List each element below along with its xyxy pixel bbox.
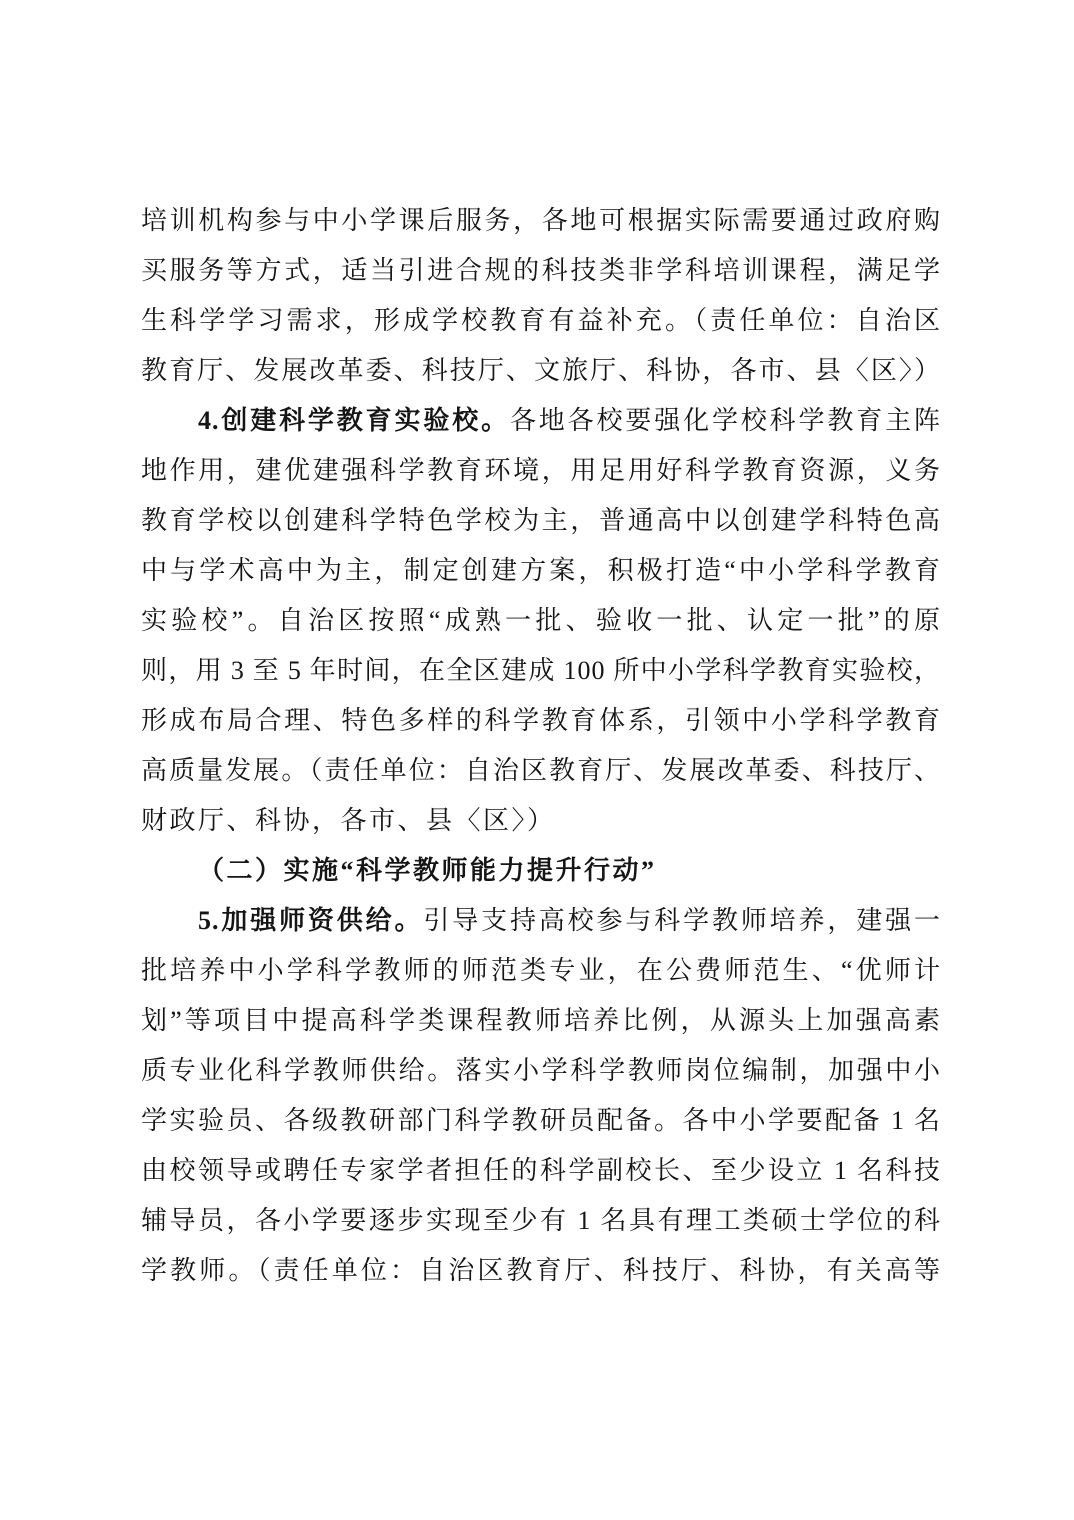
line-bold-lead: 5.加强师资供给。 <box>198 906 424 935</box>
section-heading-text: （二）实施“科学教师能力提升行动” <box>198 856 657 885</box>
line-text: 教育学校以创建科学特色学校为主，普通高中以创建学科特色高 <box>141 506 941 535</box>
line-text: 中与学术高中为主，制定创建方案，积极打造“中小学科学教育 <box>141 556 941 585</box>
line-text: 形成布局合理、特色多样的科学教育体系，引领中小学科学教育 <box>141 706 941 735</box>
document-line-item-5-heading <box>141 896 941 946</box>
line-text: 教育厅、发展改革委、科技厅、文旅厅、科协，各市、县〈区〉） <box>141 356 941 385</box>
line-text: 买服务等方式，适当引进合规的科技类非学科培训课程，满足学 <box>141 256 941 285</box>
document-line <box>141 1146 941 1196</box>
line-text: 划”等项目中提高科学类课程教师培养比例，从源头上加强高素 <box>141 1006 941 1035</box>
document-body <box>141 196 941 1296</box>
document-line <box>141 446 941 496</box>
line-text: 辅导员，各小学要逐步实现至少有 1 名具有理工类硕士学位的科 <box>141 1206 941 1235</box>
line-text: 则，用 3 至 5 年时间，在全区建成 100 所中小学科学教育实验校， <box>141 656 941 685</box>
document-line <box>141 946 941 996</box>
line-text: 地作用，建优建强科学教育环境，用足用好科学教育资源，义务 <box>141 456 941 485</box>
line-text: 引导支持高校参与科学教师培养，建强一 <box>423 906 941 935</box>
document-line <box>141 346 941 396</box>
line-text: 生科学学习需求，形成学校教育有益补充。（责任单位：自治区 <box>141 306 941 335</box>
document-line <box>141 596 941 646</box>
document-line <box>141 696 941 746</box>
line-text: 高质量发展。（责任单位：自治区教育厅、发展改革委、科技厅、 <box>141 756 941 785</box>
document-line <box>141 1246 941 1296</box>
document-line <box>141 496 941 546</box>
line-bold-lead: 4.创建科学教育实验校。 <box>198 406 510 435</box>
line-text: 质专业化科学教师供给。落实小学科学教师岗位编制，加强中小 <box>141 1056 941 1085</box>
document-line-paragraph-end <box>141 796 941 846</box>
document-line-item-4-heading <box>141 396 941 446</box>
line-text: 各地各校要强化学校科学教育主阵 <box>509 406 941 435</box>
document-line <box>141 196 941 246</box>
document-line <box>141 996 941 1046</box>
document-line <box>141 1046 941 1096</box>
document-line <box>141 246 941 296</box>
line-text: 培训机构参与中小学课后服务，各地可根据实际需要通过政府购 <box>141 206 941 235</box>
document-line <box>141 546 941 596</box>
line-text: 学教师。（责任单位：自治区教育厅、科技厅、科协，有关高等 <box>141 1256 941 1285</box>
line-text: 批培养中小学科学教师的师范类专业，在公费师范生、“优师计 <box>141 956 941 985</box>
document-line <box>141 1196 941 1246</box>
section-heading <box>141 846 941 896</box>
document-line <box>141 646 941 696</box>
document-line <box>141 296 941 346</box>
document-line <box>141 746 941 796</box>
line-text: 由校领导或聘任专家学者担任的科学副校长、至少设立 1 名科技 <box>141 1156 941 1185</box>
line-text: 财政厅、科协，各市、县〈区〉） <box>141 806 556 835</box>
document-line <box>141 1096 941 1146</box>
line-text: 学实验员、各级教研部门科学教研员配备。各中小学要配备 1 名 <box>141 1106 941 1135</box>
line-text: 实验校”。自治区按照“成熟一批、验收一批、认定一批”的原 <box>141 606 941 635</box>
